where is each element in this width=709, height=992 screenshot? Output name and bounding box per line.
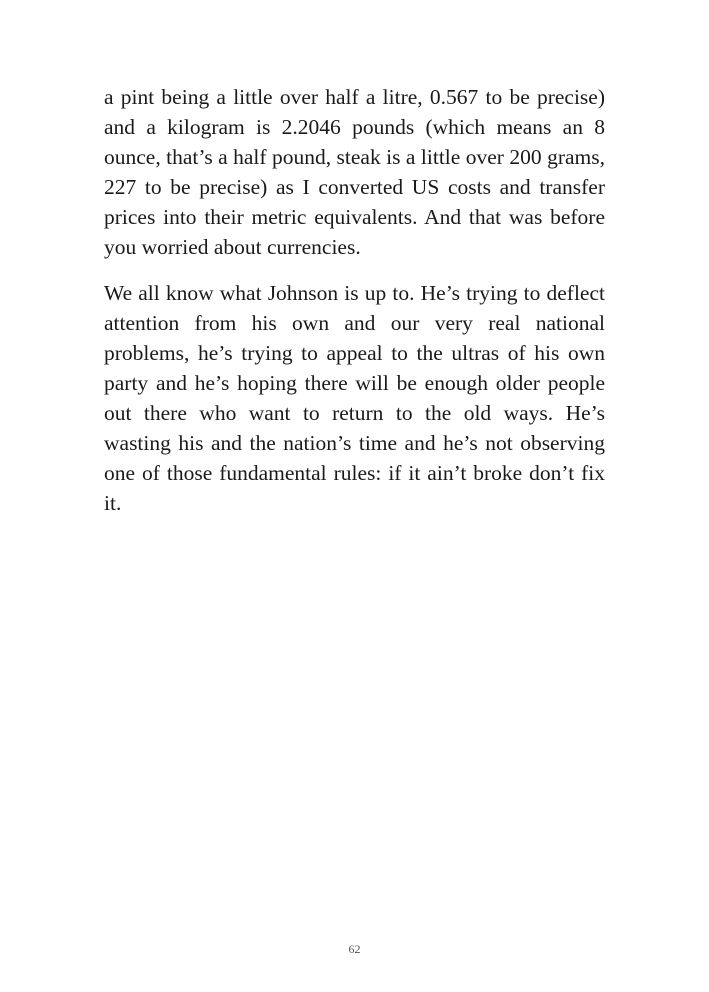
body-text xyxy=(104,82,605,518)
paragraph-2: We all know what Johnson is up to. He’s trying to deflect attention from his own and our very real national problems, he’s trying to appeal to the ultras of his own party and he’s hoping there will be enough older people out there who want to return to the old ways. He’s wasting his and the nation’s time and he’s not observing one of those fundamental rules: if it ain’t broke don’t fix it. xyxy=(104,281,605,515)
paragraph-1: a pint being a little over half a litre, 0.567 to be precise) and a kilogram is 2.2046 pounds (which means an 8 ounce, that’s a half pound, steak is a little over 200 grams, 227 to be precise) as I converted US costs and transfer prices into their metric equivalents. And that was before you worried about currencies. xyxy=(104,85,605,259)
page-number: 62 xyxy=(348,942,361,956)
